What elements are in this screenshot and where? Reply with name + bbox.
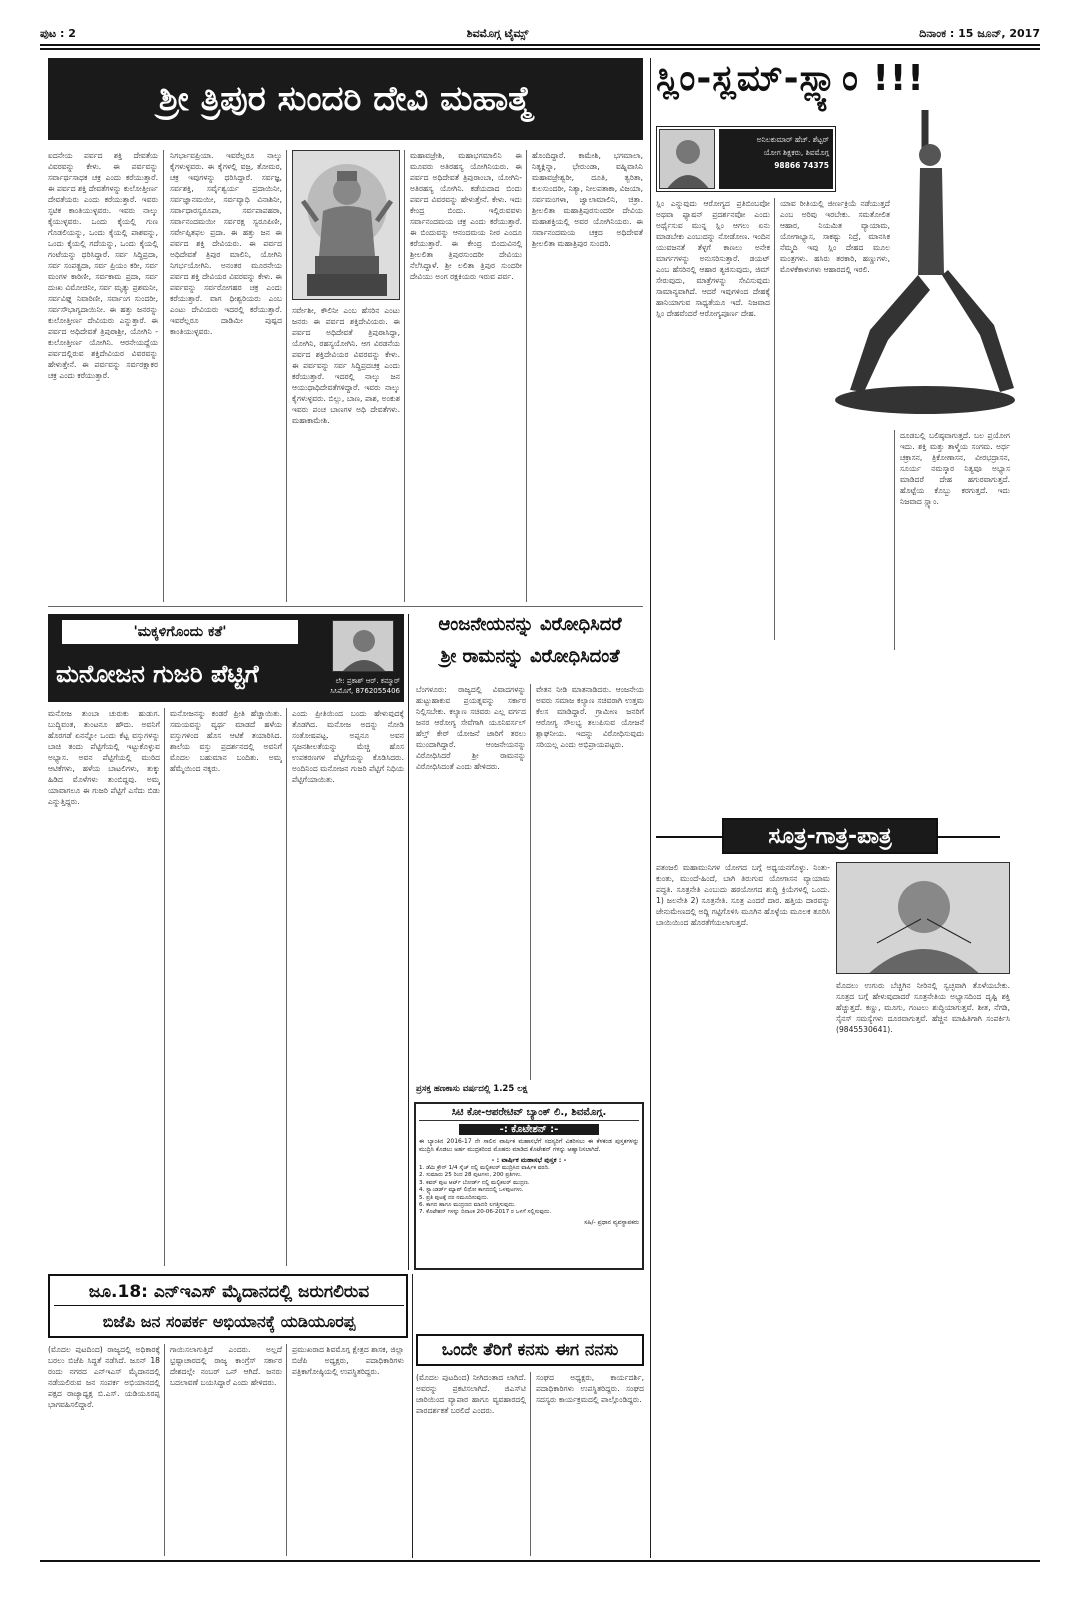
tripura-col-4: ಮಹಾವಜ್ರೇಶಿ, ಮಹಾಭಗಮಾಲಿನಿ ಈ ಮೂವರು ಅತಿರಹಸ್ಯ ಯೋಗಿನಿಯರು. ಈ ಪರ್ವದ ಅಧಿದೇವತೆ ತ್ರಿಪುರಾಂಬಾ, ಯೋಗಿನಿ-ಅತಿರಹಸ್ಯ ಯೋಗಿನಿ. ಕಡೆಯದಾದ ಬಿಂದು ಪರ್ವದ ವಿವರವನ್ನು ಹೇಳುತ್ತೇನೆ. ಕೇಳು. ಇದು ಕೇಂದ್ರ ಬಿಂದು. ಇಲ್ಲಿರುವವಳು ಸರ್ವಾನಂದಮಯ ಚಕ್ರ ಎಂದು ಕರೆಯುತ್ತಾರೆ. ಈ ಬಿಂದುವನ್ನು ಆನಂದಮಯ ನೀಠ ಎಂದೂ ಕರೆಯುತ್ತಾರೆ. ಈ ಕೇಂದ್ರ ಬಿಂದುವಿನಲ್ಲಿ ಶ್ರೀಲಲಿತಾ ತ್ರಿಪುರಸುಂದರೀ ದೇವಿಯು ನೆಲೆಸಿದ್ದಾಳೆ. ಶ್ರೀ ಲಲಿತಾ ತ್ರಿಪುರ ಸುಂದರೀ ದೇವಿಯು ಅಂಗ ರಕ್ಷಕಿಯರು ಇರುವ ಪರ್ವ. xyxy=(410,151,522,281)
tripura-col-5: ಹೊಂದಿದ್ದಾರೆ. ಕಾಮೇಶಿ, ಭಗಮಾಲಾ, ನಿತ್ಯಕ್ಲಿನ್ನಾ, ಭೇರುಂಡಾ, ವಹ್ನಿವಾಸಿನಿ ಮಹಾವಜ್ರೇಶ್ವರೀ, ದೂತಿ, ತ್ವರಿತಾ, ಕುಲಸುಂದರೀ, ನಿತ್ಯಾ, ನೀಲಪತಾಕಾ, ವಿಜಯಾ, ಸರ್ವಮಂಗಳಾ, ಜ್ವಾಲಾಮಾಲಿನಿ, ಚಿತ್ರಾ. ಶ್ರೀಲಲಿತಾ ಮಹಾತ್ರಿಪುರಸುಂದರೀ ದೇವಿಯ ಮಹಾಶಕ್ತಿಯಲ್ಲಿ ಅವರ ಯೋಗಿನಿಯರು. ಈ ಸರ್ವಾನಂದಮಯ ಚಕ್ರದ ಅಧಿದೇವತೆ ಶ್ರೀಲಲಿತಾ ಮಹಾತ್ರಿಪುರ ಸುಂದರಿ. xyxy=(532,151,643,248)
tripura-col-1: ಐದನೇಯ ಪರ್ವದ ಶಕ್ತಿ ದೇವತೆಯ ವಿವರವನ್ನು ಕೇಳು. ಈ ಪರ್ವವನ್ನು ಸರ್ವಾರ್ಥಸಾಧಕ ಚಕ್ರ ಎಂದು ಕರೆಯುತ್ತಾರೆ. ಈ ಪರ್ವದ ಶಕ್ತಿ ದೇವತೆಗಳನ್ನು ಕುಲೋತ್ತೀರ್ಣ ದೇವತೆಯರು ಎಂದು ಕರೆಯುತ್ತಾರೆ. ಇವರು ಸ್ಫಟಿಕ ಕಾಂತಿಯುಳ್ಳವರು. ಇವರು ನಾಲ್ಕು ಕೈಯುಳ್ಳವರು. ಒಂದು ಕೈಯಲ್ಲಿ ಗುಣ ಗೊಡಲಿಯನ್ನು, ಒಂದು ಕೈಯಲ್ಲಿ ಪಾಶವನ್ನು, ಒಂದು ಕೈಯಲ್ಲಿ ಗದೆಯನ್ನು, ಒಂದು ಕೈಯಲ್ಲಿ ಗಂಟೆಯನ್ನು ಧರಿಸಿದ್ದಾರೆ. ಸರ್ವ ಸಿದ್ಧಿಪ್ರದಾ, ಸರ್ವ ಸಂಪತ್ಪ್ರದಾ, ಸರ್ವ ಪ್ರಿಯಂ ಕರೀ, ಸರ್ವ ಮಂಗಳ ಕಾರಿಣೀ, ಸರ್ವಕಾಮ ಪ್ರದಾ, ಸರ್ವ ದುಃಖ ವಿಮೋಚಿನೀ, ಸರ್ವ ಮೃತ್ಯು ಪ್ರಶಮನೀ, ಸರ್ವವಿಘ್ನ ನಿವಾರಿಣೀ, ಸರ್ವಾಂಗ ಸುಂದರೀ, ಸರ್ವಸೌಭಾಗ್ಯದಾಯಿನೀ. ಈ ಹತ್ತು ಜನರನ್ನು ಕುಲೋತ್ತೀರ್ಣ ದೇವಿಯರು ಎನ್ನುತ್ತಾರೆ. ಈ ಪರ್ವದ ಅಧಿದೇವತೆ ತ್ರಿಪುರಾಶ್ರೀ, ಯೋಗಿನಿ - ಕುಲೋತ್ತೀರ್ಣ ಯೋಗಿನಿ. ಆರನೇಯದ್ದೆಯ ಪರ್ವದಲ್ಲಿರುವ ಶಕ್ತಿದೇವಿಯರ ವಿವರವನ್ನು ಹೇಳುತ್ತೇನೆ. ಈ ಪರ್ವವನ್ನು ಸರ್ವರಕ್ಷಾಕರ ಚಕ್ರ ಎಂದು ಕರೆಯುತ್ತಾರೆ. xyxy=(48,151,158,380)
story-author-photo xyxy=(332,620,394,672)
quotation-item: 3. ಕವರ್ ಪುಟ ಆರ್ಟ್ ಬೋರ್ಡ್ ನಲ್ಲಿ ಮಲ್ಟಿಕಲರ್ ಮುದ್ರಣ. xyxy=(419,1179,530,1186)
story-col-3: ಎಂದು ಪ್ರೀತಿಯಿಂದ ಬಂದು ಹೇಳುವುದಕ್ಕೆ ತೊಡಗಿದ. ಮನೋಜ ಅದನ್ನು ನೋಡಿ ಸಂತೋಷಪಟ್ಟ. ಅಪ್ಪನೂ ಅವನ ಸೃಜನಶೀಲತೆಯನ್ನು ಮೆಚ್ಚಿ ಹೊಸ ಉಪಕರಣಗಳ ಪೆಟ್ಟಿಗೆಯನ್ನು ಕೊಡಿಸಿದರು. ಅಂದಿನಿಂದ ಮನೋಜನ ಗುಜರಿ ಪೆಟ್ಟಿಗೆ ನಿಧಿಯ ಪೆಟ್ಟಿಗೆಯಾಯಿತು. xyxy=(292,709,404,784)
author-name: ಅನಿಲಕುಮಾರ್ ಹೆಚ್. ಶೆಟ್ಟರ್ xyxy=(756,135,829,144)
column-divider xyxy=(286,708,287,1266)
header-rule xyxy=(40,48,1040,50)
bjp-col-3: ಪ್ರಮುಖರಾದ ಶಿವಮೊಗ್ಗ ಕ್ಷೇತ್ರದ ಶಾಸಕ, ಜಿಲ್ಲಾ ಬಿಜೆಪಿ ಅಧ್ಯಕ್ಷರು, ಪದಾಧಿಕಾರಿಗಳು ಪತ್ರಿಕಾಗೋಷ್ಠಿಯಲ್ಲಿ ಉಪಸ್ಥಿತರಿದ್ದರು. xyxy=(292,1345,404,1376)
bjp-col-2: ಗಾಯಿಸಲಾಗುತ್ತಿದೆ ಎಂದರು. ಅಲ್ಲದೆ ಭ್ರಷ್ಟಾಚಾರದಲ್ಲಿ ರಾಜ್ಯ ಕಾಂಗ್ರೆಸ್ ಸರ್ಕಾರ ದೇಶದಲ್ಲೇ ನಂಬರ್ ಒನ್ ಆಗಿದೆ. ಜನರು ಬದಲಾವಣೆ ಬಯಸಿದ್ದಾರೆ ಎಂದು ಹೇಳಿದರು. xyxy=(170,1345,282,1387)
slim-headline: ಸ್ಲಿಂ-ಸ್ಲಮ್-ಸ್ಲ್ಯಾಂ !!! xyxy=(656,58,925,99)
section-vertical-divider xyxy=(412,1274,413,1558)
story-author-place: ಸಿಸಿಮೊಗೆ, 8762055406 xyxy=(330,687,400,695)
author-role: ಯೋಗ ಶಿಕ್ಷಕರು, ಶಿವಮೊಗ್ಗ xyxy=(763,148,829,157)
page-header xyxy=(40,24,1040,46)
column-divider xyxy=(774,198,775,640)
rule-right xyxy=(938,836,1000,838)
gst-col-1: (ಮೊದಲ ಪುಟದಿಂದ) ನೀಗಿದಂತಾದ ಲಾಗಿದೆ. ಅವರನ್ನು ಪ್ರಕಟಿಸಲಾಗಿದೆ. ಜಿಎಸ್‌ಟಿ ಜಾರಿಯಿಂದ ವ್ಯಾಪಾರ ಹಾಗೂ ವ್ಯವಹಾರದಲ್ಲಿ ಪಾರದರ್ಶಕತೆ ಬರಲಿದೆ ಎಂದರು. xyxy=(416,1373,526,1415)
story-col-2: ಮನೋಜನನ್ನು ಕಂಡರೆ ಪ್ರೀತಿ ಹೆಚ್ಚಾಯಿತು. ಸಮಯವನ್ನು ವ್ಯರ್ಥ ಮಾಡದೆ ಹಳೆಯ ವಸ್ತುಗಳಿಂದ ಹೊಸ ಆಟಿಕೆ ತಯಾರಿಸಿದ. ಶಾಲೆಯ ವಸ್ತು ಪ್ರದರ್ಶನದಲ್ಲಿ ಅವನಿಗೆ ಮೊದಲ ಬಹುಮಾನ ಬಂದಿತು. ಅಮ್ಮ ಹೆಮ್ಮೆಯಿಂದ ನಕ್ಕರು. xyxy=(170,709,282,773)
quotation-item: 4. ಸ್ಟ್ಯಾಂಡರ್ಡ್ ಮ್ಯಾಪ್ ಲಿಥೋ ಕಾಗದದಲ್ಲಿ ಒಳಪುಟಗಳು. xyxy=(419,1187,524,1194)
bjp-headline-line1: ಜೂ.18: ಎನ್‌ಇಎಸ್ ಮೈದಾನದಲ್ಲಿ ಜರುಗಲಿರುವ xyxy=(54,1278,404,1306)
story-kicker: 'ಮಕ್ಕಳಿಗೊಂದು ಕತೆ' xyxy=(62,620,298,644)
bjp-col-1: (ಮೊದಲ ಪುಟದಿಂದ) ರಾಜ್ಯದಲ್ಲಿ ಅಧಿಕಾರಕ್ಕೆ ಬರಲು ಬಿಜೆಪಿ ಸಿದ್ಧತೆ ನಡೆಸಿದೆ. ಜೂನ್ 18 ರಂದು ನಗರದ ಎನ್‌ಇಎಸ್ ಮೈದಾನದಲ್ಲಿ ನಡೆಯಲಿರುವ ಜನ ಸಂಪರ್ಕ ಅಭಿಯಾನದಲ್ಲಿ ಪಕ್ಷದ ರಾಜ್ಯಾಧ್ಯಕ್ಷ ಬಿ.ಎಸ್. ಯಡಿಯೂರಪ್ಪ ಭಾಗವಹಿಸಲಿದ್ದಾರೆ. xyxy=(48,1345,160,1409)
sutra-col-2: ಮೊದಲು ಉಗುರು ಬೆಚ್ಚಗಿನ ನೀರಿನಲ್ಲಿ ಸ್ವಚ್ಛವಾಗಿ ತೊಳೆಯಬೇಕು. ಸೂತ್ರದ ಬಗ್ಗೆ ಹೇಳುವುದಾದರೆ ಸೂತ್ರನೇತಿಯ ಅಭ್ಯಾಸದಿಂದ ದೃಷ್ಟಿ ಶಕ್ತಿ ಹೆಚ್ಚುತ್ತದೆ. ಕಣ್ಣು, ಮೂಗು, ಗಂಟಲು ಶುದ್ಧಿಯಾಗುತ್ತವೆ. ಶೀತ, ನೆಗಡಿ, ಸೈನಸ್ ಸಮಸ್ಯೆಗಳು ದೂರವಾಗುತ್ತವೆ. ಹೆಚ್ಚಿನ ಮಾಹಿತಿಗಾಗಿ ಸಂಪರ್ಕಿಸಿ (9845530641). xyxy=(836,981,1010,1034)
section-vertical-divider xyxy=(408,614,409,1270)
author-caption xyxy=(719,129,833,189)
quotation-ad xyxy=(414,1102,644,1270)
column-divider xyxy=(286,150,287,602)
slim-author-box xyxy=(656,126,836,192)
quotation-intro: ಈ ಬ್ಯಾಂಕಿನ 2016-17 ನೇ ಸಾಲಿನ ವಾರ್ಷಿಕ ಮಹಾಸಭೆಗೆ ಸದಸ್ಯರಿಗೆ ವಿತರಿಸಲು ಈ ಕೆಳಕಂಡ ಪುಸ್ತಕಗಳನ್ನು ಮುದ್ರಿಸಿ ಕೊಡಲು ಅರ್ಹ ಮುದ್ರಕರಿಂದ ಮೊಹರು ಮಾಡಿದ ಕೊಟೇಶನ್ ಗಳನ್ನು ಆಹ್ವಾನಿಸಲಾಗಿದೆ. xyxy=(419,1138,639,1153)
column-divider xyxy=(164,708,165,1266)
section-divider xyxy=(48,606,643,607)
column-divider xyxy=(164,1344,165,1556)
column-divider xyxy=(404,150,405,602)
quotation-items xyxy=(419,1165,639,1217)
author-phone: 98866 74375 xyxy=(774,161,829,170)
gst-col-2: ಸಂಘದ ಅಧ್ಯಕ್ಷರು, ಕಾರ್ಯದರ್ಶಿ, ಪದಾಧಿಕಾರಿಗಳು ಉಪಸ್ಥಿತರಿದ್ದರು. ಸಂಘದ ಸದಸ್ಯರು ಕಾರ್ಯಕ್ರಮದಲ್ಲಿ ಪಾಲ್ಗೊಂಡಿದ್ದರು. xyxy=(536,1373,644,1404)
author-photo xyxy=(659,129,715,189)
quotation-item: 2. ಸುಮಾರು 25 ರಿಂದ 28 ಪುಟಗಳು, 200 ಪ್ರತಿಗಳು. xyxy=(419,1172,522,1179)
footer-rule xyxy=(40,1560,1040,1562)
quotation-item: 7. ಕೊಟೇಶನ್ ಗಳನ್ನು ದಿನಾಂಕ 20-06-2017 ರ ಒಳಗೆ ಸಲ್ಲಿಸುವುದು. xyxy=(419,1209,552,1216)
story-col-1: ಮನೋಜ ತುಂಬಾ ಚುರುಕು ಹುಡುಗ. ಬುದ್ಧಿವಂತ, ತುಂಟನೂ ಹೌದು. ಅವನಿಗೆ ಹೊರಗಡೆ ಏನನ್ನೋ ಒಂದು ಕೆಟ್ಟ ವಸ್ತುಗಳನ್ನು ಬಾಚಿ ತಂದು ಪೆಟ್ಟಿಗೆಯಲ್ಲಿ ಇಟ್ಟುಕೊಳ್ಳುವ ಅಭ್ಯಾಸ. ಅವನ ಪೆಟ್ಟಿಗೆಯಲ್ಲಿ ಮುರಿದ ಆಟಿಕೆಗಳು, ಹಳೆಯ ಬಾಟಲಿಗಳು, ತುಕ್ಕು ಹಿಡಿದ ಮೊಳೆಗಳು ತುಂಬಿದ್ದವು. ಅಮ್ಮ ಯಾವಾಗಲೂ ಈ ಗುಜರಿ ಪೆಟ್ಟಿಗೆ ಎಸೆದು ಬಿಡು ಎನ್ನುತ್ತಿದ್ದರು. xyxy=(48,709,160,806)
bjp-headline-box xyxy=(48,1274,408,1338)
sutra-neti-photo xyxy=(836,862,1010,974)
quotation-list-title: - : ವಾರ್ಷಿಕ ಮಹಾಸಭೆ ಪುಸ್ತಕ : - xyxy=(491,1156,567,1164)
page-number: ಪುಟ : 2 xyxy=(40,27,76,40)
sutra-headline: ಸೂತ್ರ-ಗಾತ್ರ-ಪಾತ್ರ xyxy=(722,818,938,854)
tripura-col-3: ಸರ್ವೇಶೀ, ಕೌಲಿನೀ ಎಂಬ ಹೆಸರಿನ ಎಂಟು ಜನರು ಈ ಪರ್ವದ ಶಕ್ತಿದೇವಿಯರು. ಈ ಪರ್ವದ ಅಧಿದೇವತೆ ತ್ರಿಪುರಾಸಿದ್ಧಾ, ಯೋಗಿನಿ, ರಹಸ್ಯಯೋಗಿನಿ. ಆಗ ವಿರಡನೆಯ ಪರ್ವದ ಶಕ್ತಿದೇವಿಯರ ವಿವರವನ್ನು ಕೇಳು. ಈ ಪರ್ವವನ್ನು ಸರ್ವ ಸಿದ್ಧಿಪ್ರದಚಕ್ರ ಎಂದು ಕರೆಯುತ್ತಾರೆ. ಇದರಲ್ಲಿ ನಾಲ್ಕು ಜನ ಆಯುಧಾಧಿದೇವತೆಗಳಿದ್ದಾರೆ. ಇವರು ನಾಲ್ಕು ಕೈಗಳುಳ್ಳವರು. ಬಿಲ್ಲು, ಬಾಣ, ಪಾಶ, ಅಂಕುಶ ಇವರು ಪಂಚ ಬಾಣಗಳ ಅಧಿ ದೇವತೆಗಳು. ಮಹಾಕಾಮೇಶಿ. xyxy=(292,306,400,425)
bank-name: ಸಿಟಿ ಕೋ-ಆಪರೇಟಿವ್ ಬ್ಯಾಂಕ್ ಲಿ., ಶಿವಮೊಗ್ಗ. xyxy=(419,1107,639,1121)
quotation-item: 6. ಕಾಗದ ಹಾಗೂ ಮುದ್ರಣದ ಮಾದರಿ ಲಗತ್ತಿಸುವುದು. xyxy=(419,1202,516,1209)
tripura-headline: ಶ್ರೀ ತ್ರಿಪುರ ಸುಂದರಿ ದೇವಿ ಮಹಾತ್ಮೆ xyxy=(48,58,643,140)
quotation-item: 1. ಡೆಮಿ ಕ್ರೌನ್ 1/4 ಸೈಜ್ ನಲ್ಲಿ ಮಲ್ಟಿಕಲರ್ ಮುದ್ರಿಸಿದ ವಾರ್ಷಿಕ ವರದಿ. xyxy=(419,1165,550,1171)
section-vertical-divider xyxy=(650,58,651,1558)
story-author: ಲೇ: ಪ್ರಕಾಶ್ ಆರ್. ಕಮ್ಮಾರ್ xyxy=(335,677,400,685)
column-divider xyxy=(163,150,164,602)
column-divider xyxy=(530,684,531,1080)
anjaneya-headline-line2: ಶ್ರೀ ರಾಮನನ್ನು ವಿರೋಧಿಸಿದಂತೆ xyxy=(440,646,620,667)
column-divider xyxy=(286,1344,287,1556)
story-banner xyxy=(48,614,404,702)
gst-headline: ಒಂದೇ ತೆರಿಗೆ ಕನಸು ಈಗ ನನಸು xyxy=(416,1334,644,1366)
anjaneya-col-1: ಬೆಂಗಳೂರು: ರಾಜ್ಯದಲ್ಲಿ ವಿವಾದಗಳನ್ನು ಹುಟ್ಟುಹಾಕುವ ಪ್ರಯತ್ನವನ್ನು ಸರ್ಕಾರ ನಿಲ್ಲಿಸಬೇಕು. ಕಲ್ಯಾಣ ಸಚಿವರು ಎಲ್ಲ ವರ್ಗದ ಜನರ ಆರೋಗ್ಯ ಸೇವೆಗಾಗಿ ಯೂನಿವರ್ಸಲ್ ಹೆಲ್ತ್ ಕೇರ್ ಯೋಜನೆ ಜಾರಿಗೆ ತರಲು ಮುಂದಾಗಿದ್ದಾರೆ. ಆಂಜನೇಯನನ್ನು ವಿರೋಧಿಸಿದರೆ ಶ್ರೀ ರಾಮನನ್ನು ವಿರೋಧಿಸಿದಂತೆ ಎಂದು ಹೇಳಿದರು. xyxy=(416,685,526,771)
column-divider xyxy=(526,150,527,602)
column-divider xyxy=(530,1372,531,1556)
anjaneya-continued: ಪ್ರಸಕ್ತ ಹಣಕಾಸು ವರ್ಷದಲ್ಲಿ 1.25 ಲಕ್ಷ xyxy=(416,1084,528,1094)
goddess-photo xyxy=(292,150,400,300)
story-author-caption xyxy=(306,676,400,696)
story-headline: ಮನೋಜನ ಗುಜರಿ ಪೆಟ್ಟಿಗೆ xyxy=(56,660,259,688)
column-divider xyxy=(894,430,895,650)
rule-left xyxy=(656,836,722,838)
slim-col-3: ದೂಡಬಲ್ಲಿ ಬಲಿಷ್ಠವಾಗುತ್ತದೆ. ಬಲ ಪ್ರಯೋಗ ಇದು. ಶಕ್ತಿ ಮತ್ತು ತಾಳ್ಮೆಯ ಸಂಗಮ. ಅರ್ಧ ಚಕ್ರಾಸನ, ತ್ರಿಕೋಣಾಸನ, ವೀರಭದ್ರಾಸನ, ಸೂರ್ಯ ನಮಸ್ಕಾರ ನಿತ್ಯವೂ ಅಭ್ಯಾಸ ಮಾಡಿದರೆ ದೇಹ ಹಗುರವಾಗುತ್ತದೆ. ಹೊಟ್ಟೆಯ ಕೊಬ್ಬು ಕರಗುತ್ತದೆ. ಇದು ನಿಜವಾದ ಸ್ಲ್ಯಾಂ. xyxy=(900,431,1010,506)
quotation-footer: ಸಹಿ/- ಪ್ರಧಾನ ವ್ಯವಸ್ಥಾಪಕರು xyxy=(584,1218,639,1226)
anjaneya-headline-line1: ಆಂಜನೇಯನನ್ನು ವಿರೋಧಿಸಿದರೆ xyxy=(438,614,622,635)
slim-col-2: ಯಾವ ರೀತಿಯಲ್ಲಿ ಜೀರ್ಣಕ್ರಿಯೆ ನಡೆಯುತ್ತದೆ ಎಂಬ ಅರಿವು ಇರಬೇಕು. ಸಮತೋಲಿತ ಆಹಾರ, ನಿಯಮಿತ ವ್ಯಾಯಾಮ, ಯೋಗಾಭ್ಯಾಸ, ಸಾಕಷ್ಟು ನಿದ್ರೆ, ಮಾನಸಿಕ ನೆಮ್ಮದಿ ಇವು ಸ್ಲಿಂ ದೇಹದ ಮೂಲ ಮಂತ್ರಗಳು. ಹಸಿರು ತರಕಾರಿ, ಹಣ್ಣುಗಳು, ಮೊಳಕೆಕಾಳುಗಳು ಆಹಾರದಲ್ಲಿ ಇರಲಿ. xyxy=(780,199,890,274)
slim-col-1: ಸ್ಲಿಂ ಎನ್ನುವುದು ಆರೋಗ್ಯದ ಪ್ರತಿಬಿಂಬವೋ ಅಥವಾ ಫ್ಯಾಷನ್ ಪ್ರದರ್ಶನವೋ ಎಂದು ಅರ್ಥೈಸುವ ಮುನ್ನ ಸ್ಲಿಂ ಆಗಲು ಏನು ಮಾಡಬೇಕು ಎಂಬುದನ್ನು ನೋಡೋಣ. ಇಂದಿನ ಯುವಜನತೆ ತೆಳ್ಳಗೆ ಕಾಣಲು ಅನೇಕ ಮಾರ್ಗಗಳನ್ನು ಅನುಸರಿಸುತ್ತಾರೆ. ಡಯಟ್ ಎಂಬ ಹೆಸರಿನಲ್ಲಿ ಆಹಾರ ತ್ಯಜಿಸುವುದು, ಜಿಮ್ ಸೇರುವುದು, ಮಾತ್ರೆಗಳನ್ನು ಸೇವಿಸುವುದು ಸಾಮಾನ್ಯವಾಗಿದೆ. ಆದರೆ ಇವುಗಳಿಂದ ದೇಹಕ್ಕೆ ಹಾನಿಯಾಗುವ ಸಾಧ್ಯತೆಯೂ ಇದೆ. ನಿಜವಾದ ಸ್ಲಿಂ ದೇಹವೆಂದರೆ ಆರೋಗ್ಯಪೂರ್ಣ ದೇಹ. xyxy=(656,199,770,318)
anjaneya-col-2: ವೇತನ ನೀಡಿ ಮಾತನಾಡಿದರು. ಆಂಜನೇಯ ಅವರು ಸಮಾಜ ಕಲ್ಯಾಣ ಸಚಿವರಾಗಿ ಉತ್ತಮ ಕೆಲಸ ಮಾಡಿದ್ದಾರೆ. ಗ್ರಾಮೀಣ ಜನರಿಗೆ ಆರೋಗ್ಯ ಸೌಲಭ್ಯ ತಲುಪಿಸುವ ಯೋಜನೆ ಶ್ಲಾಘನೀಯ. ಇದನ್ನು ವಿರೋಧಿಸುವುದು ಸರಿಯಲ್ಲ ಎಂದು ಅಭಿಪ್ರಾಯಪಟ್ಟರು. xyxy=(536,685,644,749)
tripura-col-2: ನಿಗರ್ಭಾವಪ್ರಿಯಾ. ಇವರೆಲ್ಲರೂ ನಾಲ್ಕು ಕೈಗಳುಳ್ಳವರು. ಈ ಕೈಗಳಲ್ಲಿ ವಜ್ರ, ತೋಮರ, ಚಕ್ರ ಇವುಗಳನ್ನು ಧರಿಸಿದ್ದಾರೆ. ಸರ್ವಜ್ಞ, ಸರ್ವಶಕ್ತಿ, ಸರ್ವೈಶ್ವರ್ಯ ಪ್ರದಾಯಿನೀ, ಸರ್ವಜ್ಞಾನಮಯೀ, ಸರ್ವವ್ಯಾಧಿ ವಿನಾಶಿನೀ, ಸರ್ವಾಧಾರಸ್ವರೂಪಾ, ಸರ್ವಪಾಪಹರಾ, ಸರ್ವಾನಂದಮಯೀ ಸರ್ವರಕ್ಷ ಸ್ವರೂಪಿಣೀ, ಸರ್ವೇಪ್ಸಿತಫಲ ಪ್ರದಾ. ಈ ಹತ್ತು ಜನ ಈ ಪರ್ವದ ಶಕ್ತಿ ದೇವಿಯರು. ಈ ಪರ್ವದ ಅಧಿದೇವತೆ ತ್ರಿಪುರ ಮಾಲಿನಿ, ಯೋಗಿನಿ ನಿಗರ್ಭಯೋಗಿನಿ. ಅನಂತರ ಮೂರನೇಯ ಪರ್ವದ ಶಕ್ತಿ ದೇವಿಯರ ವಿವರವನ್ನು ಕೇಳು. ಈ ಪರ್ವವನ್ನು ಸರ್ವರೋಗಹರ ಚಕ್ರ ಎಂದು ಕರೆಯುತ್ತಾರೆ. ವಾಗ ಧೀಶ್ವರಿಯರು ಎಂಬ ಎಂಟು ದೇವಿಯರು ಇದರಲ್ಲಿ ಕರೆಯುತ್ತಾರೆ. ಇವರೆಲ್ಲರೂ ದಾಡಿಮೀ ಪುಷ್ಪದ ಕಾಂತಿಯುಳ್ಳವರು. xyxy=(170,151,282,336)
issue-date: ದಿನಾಂಕ : 15 ಜೂನ್, 2017 xyxy=(919,27,1040,40)
sutra-col-1: ಪತಂಜಲಿ ಮಹಾಮುನಿಗಳ ಯೋಗದ ಬಗ್ಗೆ ಅಧ್ಯಯನಗೊಳ್ಳು. ನಿಂತು-ಕುಂತು, ಮುಂದೆ-ಹಿಂದೆ, ಬಾಗಿ ತಿರುಗುವ ಯೋಗಾಸನ ವ್ಯಾಯಾಮ ಪದ್ಧತಿ. ಸೂತ್ರನೇತಿ ಎಂಬುದು ಹಠಯೋಗದ ಶುದ್ಧಿ ಕ್ರಿಯೆಗಳಲ್ಲಿ ಒಂದು. 1) ಜಲನೇತಿ 2) ಸೂತ್ರನೇತಿ. ಸೂತ್ರ ಎಂದರೆ ದಾರ. ಹತ್ತಿಯ ದಾರವನ್ನು ಜೇನುಮೇಣದಲ್ಲಿ ಅದ್ದಿ ಗಟ್ಟಿಗೊಳಿಸಿ ಮೂಗಿನ ಹೊಳ್ಳೆಯ ಮೂಲಕ ತೂರಿಸಿ ಬಾಯಿಯಿಂದ ಹೊರತೆಗೆಯಲಾಗುತ್ತದೆ. xyxy=(656,863,830,927)
quotation-item: 5. ಪ್ರತಿ ಪುಟಕ್ಕೆ ದರ ನಮೂದಿಸುವುದು. xyxy=(419,1194,489,1201)
bjp-headline-line2: ಬಿಜೆಪಿ ಜನ ಸಂಪರ್ಕ ಅಭಿಯಾನಕ್ಕೆ ಯಡಿಯೂರಪ್ಪ xyxy=(102,1312,356,1331)
quotation-title: -: ಕೊಟೇಶನ್ :- xyxy=(459,1124,599,1135)
newspaper-name: ಶಿವಮೊಗ್ಗ ಟೈಮ್ಸ್ xyxy=(466,27,529,40)
